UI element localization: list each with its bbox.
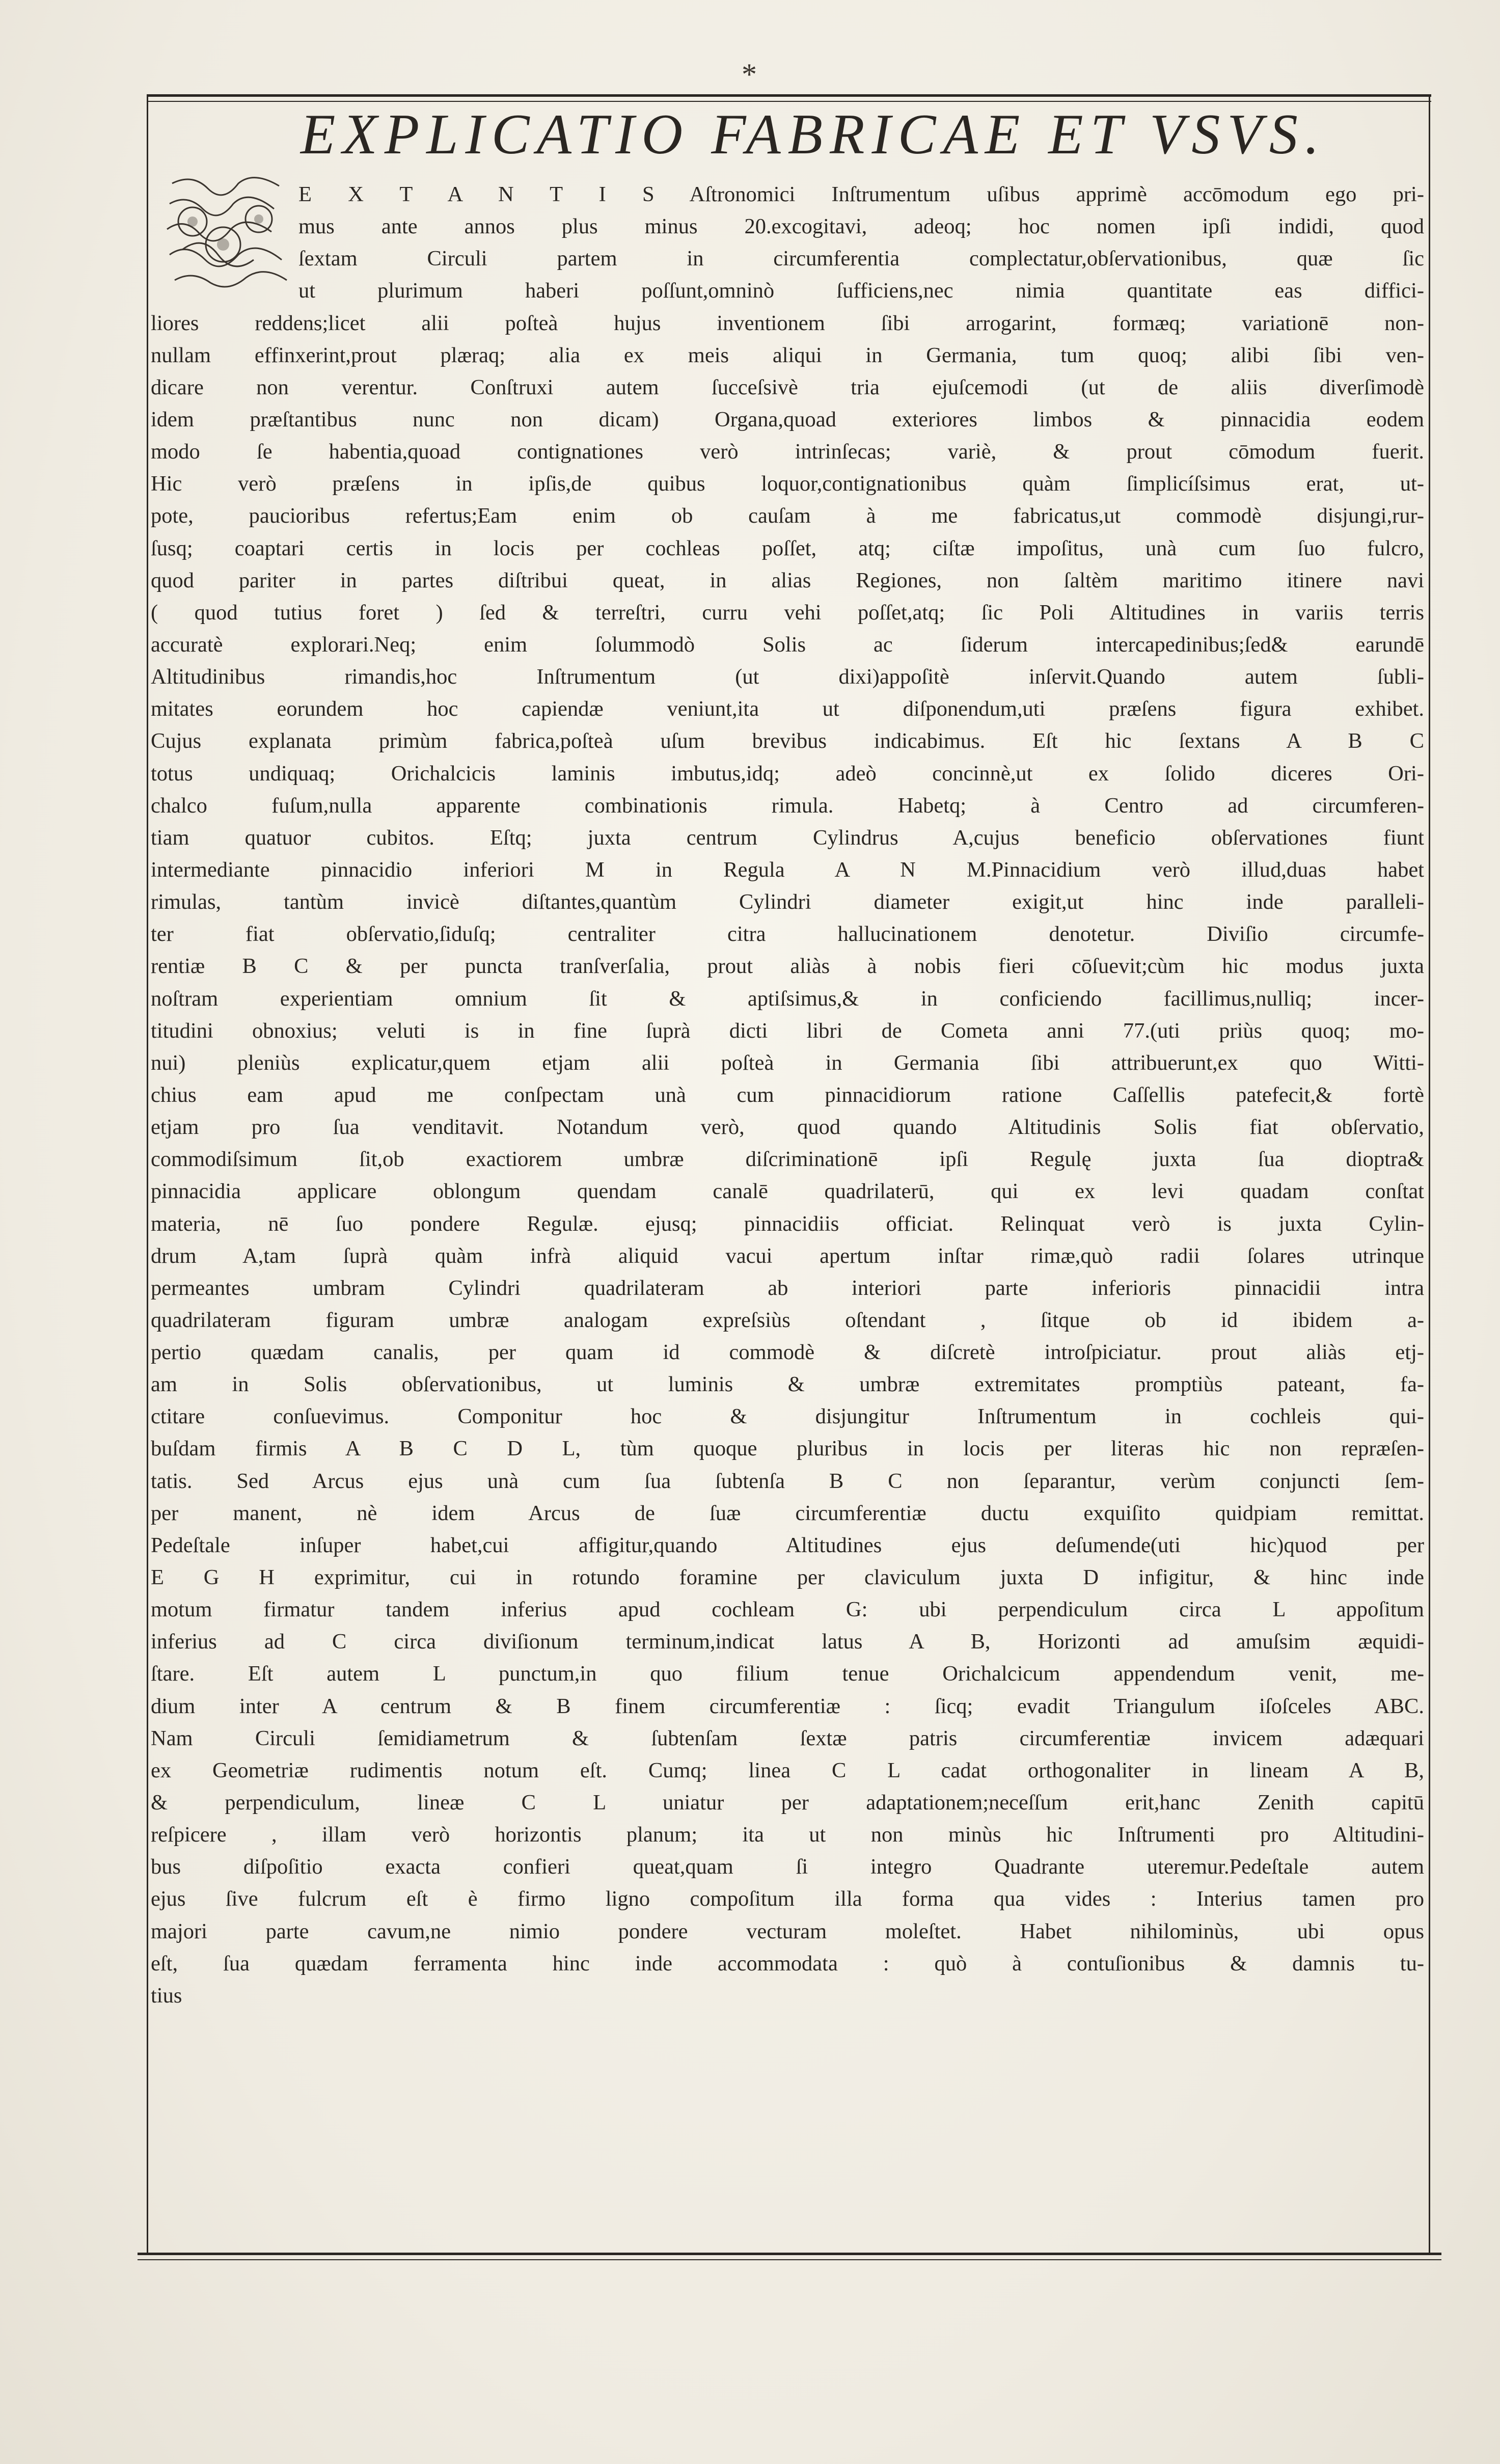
text-line: noſtram experientiam omnium ſit & aptiſsimus,& in conficiendo facillimus,nulliq; incer- bbox=[151, 986, 1424, 1011]
text-line: rentiæ B C & per puncta tranſverſalia, prout aliàs à nobis fieri cōſuevit;cùm hic modus juxta bbox=[151, 954, 1424, 979]
text-line: tiam quatuor cubitos. Eſtq; juxta centrum Cylindrus A,cujus beneficio obſervationes fiunt bbox=[151, 825, 1424, 850]
text-line: ( quod tutius foret ) ſed & terreſtri, curru vehi poſſet,atq; ſic Poli Altitudines in variis terris bbox=[151, 600, 1424, 625]
text-line: ex Geometriæ rudimentis notum eſt. Cumq; linea C L cadat orthogonaliter in lineam A B, bbox=[151, 1758, 1424, 1782]
text-line: rimulas, tantùm invicè diſtantes,quantùm Cylindri diameter exigit,ut hinc inde paralleli- bbox=[151, 890, 1424, 914]
text-line: Nam Circuli ſemidiametrum & ſubtenſam ſextæ patris circumferentiæ invicem adæquari bbox=[151, 1726, 1424, 1750]
text-line: idem præſtantibus nunc non dicam) Organa,quoad exteriores limbos & pinnacidia eodem bbox=[151, 407, 1424, 431]
text-line: per manent, nè idem Arcus de ſuæ circumferentiæ ductu exquiſito quidpiam remittat. bbox=[151, 1501, 1424, 1525]
text-line: materia, nē ſuo pondere Regulæ. ejusq; pinnacidiis officiat. Relinquat verò is juxta Cylin- bbox=[151, 1211, 1424, 1236]
text-line: etjam pro ſua venditavit. Notandum verò, quod quando Altitudinis Solis fiat obſervatio, bbox=[151, 1115, 1424, 1140]
body-text bbox=[151, 178, 1424, 2076]
text-line: eſt, ſua quædam ferramenta hinc inde accommodata : quò à contuſionibus & damnis tu- bbox=[151, 1951, 1424, 1975]
text-line: ſextam Circuli partem in circumferentia complectatur,obſervationibus, quæ ſic bbox=[298, 247, 1424, 271]
text-line: ſusq; coaptari certis in locis per cochleas poſſet, atq; ciſtæ impoſitus, unà cum ſuo fulcro, bbox=[151, 536, 1424, 560]
text-line: bus diſpoſitio exacta confieri queat,quam ſi integro Quadrante uteremur.Pedeſtale autem bbox=[151, 1855, 1424, 1879]
text-line: majori parte cavum,ne nimio pondere vecturam moleſtet. Habet nihilominùs, ubi opus bbox=[151, 1919, 1424, 1943]
text-line: mus ante annos plus minus 20.excogitavi, adeoq; hoc nomen ipſi indidi, quod bbox=[298, 214, 1424, 239]
text-line: inferius ad C circa diviſionum terminum,indicat latus A B, Horizonti ad amuſsim æquidi- bbox=[151, 1630, 1424, 1654]
text-line: liores reddens;licet alii poſteà hujus inventionem ſibi arrogarint, formæq; variationē non- bbox=[151, 311, 1424, 335]
text-line: nui) pleniùs explicatur,quem etjam alii poſteà in Germania ſibi attribuerunt,ex quo Witti- bbox=[151, 1050, 1424, 1075]
text-line: Hic verò præſens in ipſis,de quibus loquor,contignationibus quàm ſimplicíſsimus erat, ut- bbox=[151, 472, 1424, 496]
text-line: dium inter A centrum & B finem circumferentiæ : ſicq; evadit Triangulum iſoſceles ABC. bbox=[151, 1694, 1424, 1718]
text-line: & perpendiculum, lineæ C L uniatur per adaptationem;neceſſum erit,hanc Zenith capitū bbox=[151, 1791, 1424, 1815]
text-line: ter fiat obſervatio,ſiduſq; centraliter citra hallucinationem denotetur. Diviſio circumfe- bbox=[151, 922, 1424, 946]
text-line: pertio quædam canalis, per quam id commodè & diſcretè introſpiciatur. prout aliàs etj- bbox=[151, 1340, 1424, 1365]
text-line bbox=[151, 2012, 1424, 2044]
text-line: dicare non verentur. Conſtruxi autem ſucceſsivè tria ejuſcemodi (ut de aliis diverſimodè bbox=[151, 375, 1424, 399]
text-line: drum A,tam ſuprà quàm infrà aliquid vacui apertum inſtar rimæ,quò radii ſolares utrinque bbox=[151, 1243, 1424, 1268]
text-line: buſdam firmis A B C D L, tùm quoque pluribus in locis per literas hic non repræſen- bbox=[151, 1437, 1424, 1461]
frame-bottom-rule bbox=[138, 2253, 1441, 2260]
text-line: reſpicere , illam verò horizontis planum; ita ut non minùs hic Inſtrumenti pro Altitudini- bbox=[151, 1823, 1424, 1847]
text-line: quadrilateram figuram umbræ analogam expreſsiùs oſtendant , ſitque ob id ibidem a- bbox=[151, 1308, 1424, 1332]
text-line: E G H exprimitur, cui in rotundo foramine per claviculum juxta D infigitur, & hinc inde bbox=[151, 1565, 1424, 1590]
page-title: EXPLICATIO FABRICAE ET VSVS. bbox=[301, 103, 1326, 166]
text-line: tius bbox=[151, 1983, 182, 2008]
text-line: mitates eorundem hoc capiendæ veniunt,ita ut diſponendum,uti præſens figura exhibet. bbox=[151, 697, 1424, 721]
text-line: quod pariter in partes diſtribui queat, in alias Regiones, non ſaltèm maritimo itinere navi bbox=[151, 568, 1424, 592]
text-line: ſtare. Eſt autem L punctum,in quo filium tenue Orichalcicum appendendum venit, me- bbox=[151, 1662, 1424, 1686]
text-line: modo ſe habentia,quoad contignationes verò intrinſecas; variè, & prout cōmodum fuerit. bbox=[151, 440, 1424, 464]
text-line: permeantes umbram Cylindri quadrilateram ab interiori parte inferioris pinnacidii intra bbox=[151, 1276, 1424, 1300]
text-line: accuratè explorari.Neq; enim ſolummodò Solis ac ſiderum intercapedinibus;ſed& earundē bbox=[151, 632, 1424, 657]
frame-right-rule bbox=[1429, 94, 1430, 2254]
text-line: totus undiquaq; Orichalcicis laminis imbutus,idq; adeò concinnè,ut ex ſolido diceres Ori- bbox=[151, 761, 1424, 786]
text-line: tatis. Sed Arcus ejus unà cum ſua ſubtenſa B C non ſeparantur, verùm conjuncti ſem- bbox=[151, 1469, 1424, 1493]
text-line: chalco fuſum,nulla apparente combinationis rimula. Habetq; à Centro ad circumferen- bbox=[151, 793, 1424, 818]
text-line: motum firmatur tandem inferius apud cochleam G: ubi perpendiculum circa L appoſitum bbox=[151, 1597, 1424, 1622]
text-line: ejus ſive fulcrum eſt è firmo ligno compoſitum illa forma qua vides : Interius tamen pro bbox=[151, 1887, 1424, 1911]
signature-mark: * bbox=[742, 58, 757, 91]
text-line: commodiſsimum ſit,ob exactiorem umbræ diſcriminationē ipſi Regulę juxta ſua dioptra& bbox=[151, 1147, 1424, 1172]
text-line: ctitare conſuevimus. Componitur hoc & disjungitur Inſtrumentum in cochleis qui- bbox=[151, 1404, 1424, 1429]
text-line: intermediante pinnacidio inferiori M in Regula A N M.Pinnacidium verò illud,duas habet bbox=[151, 857, 1424, 882]
text-line: E X T A N T I S Aſtronomici Inſtrumentum uſibus apprimè accōmodum ego pri- bbox=[298, 182, 1424, 206]
text-line: Cujus explanata primùm fabrica,poſteà uſum brevibus indicabimus. Eſt hic ſextans A B C bbox=[151, 729, 1424, 753]
frame-left-rule bbox=[147, 94, 148, 2254]
text-line: am in Solis obſervationibus, ut luminis & umbræ extremitates promptiùs pateant, fa- bbox=[151, 1372, 1424, 1397]
text-line: chius eam apud me conſpectam unà cum pinnacidiorum ratione Caſſellis patefecit,& fortè bbox=[151, 1082, 1424, 1107]
text-line: Pedeſtale inſuper habet,cui affigitur,quando Altitudines ejus deſumende(uti hic)quod per bbox=[151, 1533, 1424, 1557]
frame-top-rule bbox=[148, 94, 1431, 102]
text-line: pinnacidia applicare oblongum quendam canalē quadrilaterū, qui ex levi quadam conſtat bbox=[151, 1179, 1424, 1204]
text-line: nullam effinxerint,prout plæraq; alia ex meis aliqui in Germania, tum quoq; alibi ſibi ven- bbox=[151, 343, 1424, 367]
text-line: titudini obnoxius; veluti is in fine ſuprà dicti libri de Cometa anni 77.(uti priùs quoq; mo- bbox=[151, 1018, 1424, 1043]
text-line: ut plurimum haberi poſſunt,omninò ſufficiens,nec nimia quantitate eas diffici- bbox=[298, 279, 1424, 303]
text-line bbox=[151, 2044, 1424, 2076]
text-line: Altitudinibus rimandis,hoc Inſtrumentum (ut dixi)appoſitè inſervit.Quando autem ſubli- bbox=[151, 665, 1424, 689]
text-line: pote, paucioribus refertus;Eam enim ob cauſam à me fabricatus,ut commodè disjungi,rur- bbox=[151, 504, 1424, 528]
